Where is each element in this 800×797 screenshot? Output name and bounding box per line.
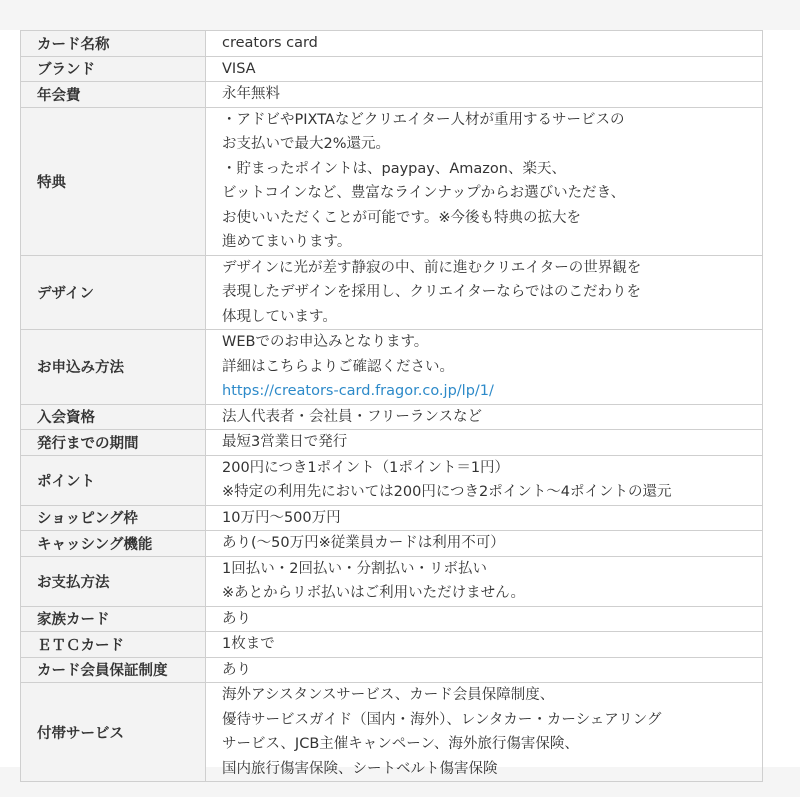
spec-value-line: デザインに光が差す静寂の中、前に進むクリエイターの世界観を	[222, 259, 642, 276]
spec-value	[206, 404, 763, 430]
spec-label: 特典	[21, 107, 206, 255]
spec-value-line: お使いいただくことが可能です。※今後も特典の拡大を	[222, 209, 581, 226]
spec-label: キャッシング機能	[21, 531, 206, 557]
spec-value	[206, 683, 763, 782]
spec-value-line: 1枚まで	[222, 636, 275, 652]
spec-row	[21, 657, 763, 683]
spec-value-line: ・アドビやPIXTAなどクリエイター人材が重用するサービスの	[222, 111, 625, 128]
spec-value-line: 表現したデザインを採用し、クリエイターならではのこだわりを	[222, 284, 642, 300]
spec-label: 入会資格	[21, 404, 206, 430]
spec-label: 家族カード	[21, 606, 206, 632]
spec-value	[206, 606, 763, 632]
spec-value-line: VISA	[222, 60, 256, 77]
spec-value	[206, 330, 763, 405]
spec-row	[21, 255, 763, 330]
spec-label: カード名称	[21, 31, 206, 57]
spec-row	[21, 606, 763, 632]
spec-value-line: あり(〜50万円※従業員カードは利用不可）	[222, 535, 505, 551]
spec-label: お申込み方法	[21, 330, 206, 405]
spec-row	[21, 505, 763, 531]
spec-label: カード会員保証制度	[21, 657, 206, 683]
spec-value-line: 海外アシスタンスサービス、カード会員保障制度、	[222, 687, 555, 703]
spec-label: ブランド	[21, 56, 206, 82]
spec-value-line: あり	[222, 661, 251, 678]
spec-row	[21, 632, 763, 658]
spec-value-line: 詳細はこちらよりご確認ください。	[222, 358, 454, 375]
spec-value-line: お支払いで最大2%還元。	[222, 136, 391, 152]
spec-value	[206, 31, 763, 57]
spec-value-line: ビットコインなど、豊富なラインナップからお選びいただき、	[222, 185, 626, 201]
spec-value-line: ・貯まったポイントは、paypay、Amazon、楽天、	[222, 160, 566, 177]
spec-label: 付帯サービス	[21, 683, 206, 782]
spec-value	[206, 455, 763, 505]
spec-value	[206, 531, 763, 557]
spec-value	[206, 632, 763, 658]
spec-row	[21, 31, 763, 57]
spec-value	[206, 430, 763, 456]
spec-row	[21, 556, 763, 606]
spec-row	[21, 330, 763, 405]
spec-label: 発行までの期間	[21, 430, 206, 456]
spec-value-line: creators card	[222, 35, 318, 51]
spec-value	[206, 657, 763, 683]
spec-row	[21, 404, 763, 430]
spec-value-line: 200円につき1ポイント（1ポイント＝1円）	[222, 459, 510, 476]
spec-label: 年会費	[21, 82, 206, 108]
card-spec-panel	[0, 30, 800, 777]
spec-value-line: 永年無料	[222, 86, 280, 102]
spec-value-line: 法人代表者・会社員・フリーランスなど	[222, 408, 482, 425]
spec-value	[206, 107, 763, 255]
spec-value	[206, 82, 763, 108]
spec-value	[206, 255, 763, 330]
spec-value	[206, 556, 763, 606]
spec-label: ポイント	[21, 455, 206, 505]
spec-value	[206, 56, 763, 82]
spec-value-line: あり	[222, 610, 251, 627]
spec-value-line: 体現しています。	[222, 308, 337, 325]
spec-row	[21, 531, 763, 557]
spec-value-line: ※あとからリボ払いはご利用いただけません。	[222, 585, 526, 601]
spec-row	[21, 56, 763, 82]
card-spec-table-body	[21, 31, 763, 782]
spec-row	[21, 82, 763, 108]
spec-value	[206, 505, 763, 531]
card-spec-table	[20, 30, 763, 782]
spec-value-line: ※特定の利用先においては200円につき2ポイント〜4ポイントの還元	[222, 484, 672, 500]
spec-value-line: 1回払い・2回払い・分割払い・リボ払い	[222, 560, 487, 577]
spec-value-line: 10万円〜500万円	[222, 509, 341, 526]
spec-label: ＥＴＣカード	[21, 632, 206, 658]
spec-label: デザイン	[21, 255, 206, 330]
spec-row	[21, 430, 763, 456]
spec-value-line: サービス、JCB主催キャンペーン、海外旅行傷害保険、	[222, 736, 579, 752]
spec-value-line: 進めてまいります。	[222, 234, 352, 250]
spec-label: お支払方法	[21, 556, 206, 606]
spec-value-line: 国内旅行傷害保険、シートベルト傷害保険	[222, 760, 498, 777]
spec-value-line: WEBでのお申込みとなります。	[222, 334, 429, 350]
application-link[interactable]: https://creators-card.fragor.co.jp/lp/1/	[222, 383, 494, 399]
spec-row	[21, 107, 763, 255]
spec-row	[21, 683, 763, 782]
spec-value-line: 最短3営業日で発行	[222, 434, 348, 450]
spec-row	[21, 455, 763, 505]
spec-value-line: 優待サービスガイド（国内・海外）、レンタカー・カーシェアリング	[222, 711, 662, 728]
spec-label: ショッピング枠	[21, 505, 206, 531]
